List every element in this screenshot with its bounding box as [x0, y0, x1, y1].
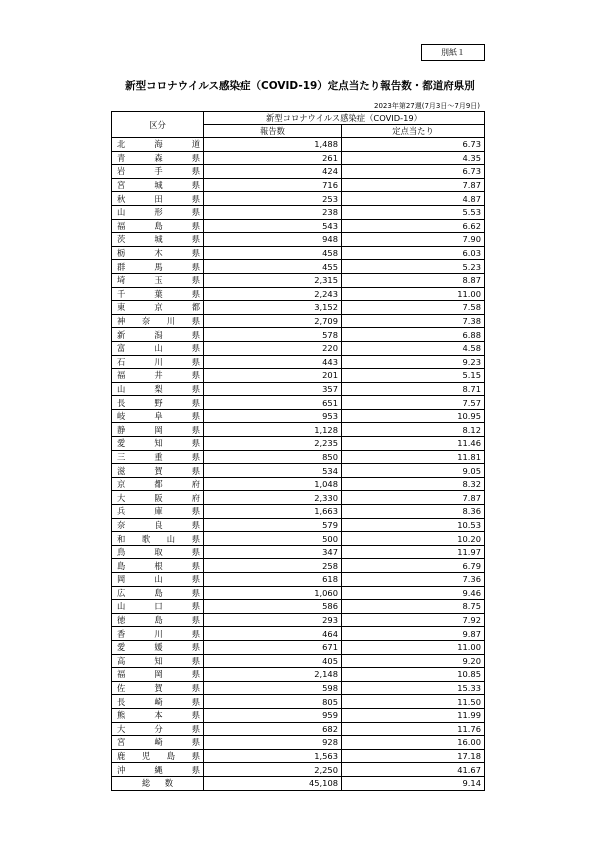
report-count-cell: 1,663 — [204, 505, 342, 519]
prefecture-cell: 熊本県 — [112, 708, 204, 722]
per-site-cell: 8.71 — [342, 382, 485, 396]
report-count-cell: 534 — [204, 464, 342, 478]
prefecture-cell: 秋田県 — [112, 192, 204, 206]
report-count-cell: 671 — [204, 640, 342, 654]
report-count-cell: 500 — [204, 532, 342, 546]
report-count-cell: 201 — [204, 369, 342, 383]
per-site-cell: 7.57 — [342, 396, 485, 410]
prefecture-cell: 愛媛県 — [112, 640, 204, 654]
per-site-cell: 17.18 — [342, 749, 485, 763]
per-site-cell: 9.87 — [342, 627, 485, 641]
prefecture-cell: 京都府 — [112, 477, 204, 491]
per-site-cell: 9.20 — [342, 654, 485, 668]
report-count-cell: 586 — [204, 600, 342, 614]
per-site-cell: 7.38 — [342, 314, 485, 328]
per-site-cell: 11.97 — [342, 545, 485, 559]
prefecture-cell: 新潟県 — [112, 328, 204, 342]
per-site-cell: 8.87 — [342, 273, 485, 287]
table-row — [112, 450, 485, 464]
report-count-cell: 2,250 — [204, 763, 342, 777]
report-count-cell: 928 — [204, 736, 342, 750]
table-row — [112, 328, 485, 342]
table-row — [112, 695, 485, 709]
per-site-cell: 16.00 — [342, 736, 485, 750]
total-count: 45,108 — [204, 776, 342, 790]
per-site-cell: 11.50 — [342, 695, 485, 709]
prefecture-cell: 茨城県 — [112, 233, 204, 247]
report-count-cell: 464 — [204, 627, 342, 641]
table-row — [112, 600, 485, 614]
table-row — [112, 505, 485, 519]
prefecture-cell: 鹿児島県 — [112, 749, 204, 763]
prefecture-cell: 奈良県 — [112, 518, 204, 532]
report-count-cell: 2,243 — [204, 287, 342, 301]
report-count-cell: 1,128 — [204, 423, 342, 437]
report-count-cell: 682 — [204, 722, 342, 736]
table-row — [112, 314, 485, 328]
per-site-cell: 8.75 — [342, 600, 485, 614]
table-row — [112, 491, 485, 505]
report-count-cell: 2,315 — [204, 273, 342, 287]
document-title: 新型コロナウイルス感染症（COVID-19）定点当たり報告数・都道府県別 — [125, 80, 475, 92]
per-site-cell: 9.23 — [342, 355, 485, 369]
per-site-cell: 6.88 — [342, 328, 485, 342]
per-site-cell: 6.73 — [342, 138, 485, 152]
prefecture-cell: 岡山県 — [112, 573, 204, 587]
table-row — [112, 613, 485, 627]
per-site-cell: 10.85 — [342, 668, 485, 682]
prefecture-table — [111, 111, 485, 791]
report-count-cell: 238 — [204, 205, 342, 219]
report-count-cell: 3,152 — [204, 301, 342, 315]
table-row — [112, 260, 485, 274]
table-row — [112, 165, 485, 179]
area-header: 区分 — [112, 112, 204, 138]
prefecture-cell: 北海道 — [112, 138, 204, 152]
report-count-cell: 220 — [204, 341, 342, 355]
report-count-cell: 805 — [204, 695, 342, 709]
table-row — [112, 192, 485, 206]
report-count-cell: 543 — [204, 219, 342, 233]
prefecture-cell: 徳島県 — [112, 613, 204, 627]
prefecture-cell: 兵庫県 — [112, 505, 204, 519]
per-site-cell: 6.79 — [342, 559, 485, 573]
table-row — [112, 736, 485, 750]
prefecture-cell: 福井県 — [112, 369, 204, 383]
table-row — [112, 464, 485, 478]
prefecture-cell: 福岡県 — [112, 668, 204, 682]
report-count-cell: 253 — [204, 192, 342, 206]
table-row — [112, 423, 485, 437]
prefecture-cell: 神奈川県 — [112, 314, 204, 328]
per-site-cell: 8.12 — [342, 423, 485, 437]
report-count-cell: 598 — [204, 681, 342, 695]
table-row — [112, 396, 485, 410]
prefecture-cell: 鳥取県 — [112, 545, 204, 559]
prefecture-cell: 高知県 — [112, 654, 204, 668]
table-row — [112, 532, 485, 546]
report-count-cell: 443 — [204, 355, 342, 369]
report-count-cell: 357 — [204, 382, 342, 396]
report-count-cell: 578 — [204, 328, 342, 342]
report-count-cell: 2,148 — [204, 668, 342, 682]
prefecture-cell: 大阪府 — [112, 491, 204, 505]
report-count-cell: 1,048 — [204, 477, 342, 491]
count-header: 報告数 — [204, 125, 342, 138]
prefecture-cell: 富山県 — [112, 341, 204, 355]
table-row — [112, 437, 485, 451]
table-row — [112, 722, 485, 736]
report-count-cell: 2,330 — [204, 491, 342, 505]
per-site-cell: 9.46 — [342, 586, 485, 600]
per-site-cell: 41.67 — [342, 763, 485, 777]
prefecture-cell: 香川県 — [112, 627, 204, 641]
per-site-cell: 7.58 — [342, 301, 485, 315]
prefecture-cell: 長野県 — [112, 396, 204, 410]
table-row — [112, 219, 485, 233]
per-site-cell: 5.15 — [342, 369, 485, 383]
table-row — [112, 178, 485, 192]
per-site-cell: 5.53 — [342, 205, 485, 219]
per-site-cell: 11.00 — [342, 287, 485, 301]
per-site-cell: 10.53 — [342, 518, 485, 532]
prefecture-cell: 静岡県 — [112, 423, 204, 437]
table-row — [112, 708, 485, 722]
prefecture-cell: 岐阜県 — [112, 409, 204, 423]
report-count-cell: 716 — [204, 178, 342, 192]
prefecture-cell: 大分県 — [112, 722, 204, 736]
prefecture-cell: 山口県 — [112, 600, 204, 614]
per-site-cell: 8.32 — [342, 477, 485, 491]
per-site-cell: 4.87 — [342, 192, 485, 206]
table-row — [112, 559, 485, 573]
table-row — [112, 518, 485, 532]
total-row — [112, 776, 485, 790]
report-count-cell: 261 — [204, 151, 342, 165]
per-site-cell: 9.05 — [342, 464, 485, 478]
report-count-cell: 347 — [204, 545, 342, 559]
prefecture-cell: 滋賀県 — [112, 464, 204, 478]
per-site-cell: 11.00 — [342, 640, 485, 654]
report-count-cell: 618 — [204, 573, 342, 587]
prefecture-cell: 宮崎県 — [112, 736, 204, 750]
reporting-period: 2023年第27週(7月3日～7月9日) — [374, 102, 480, 110]
per-site-cell: 7.90 — [342, 233, 485, 247]
prefecture-cell: 和歌山県 — [112, 532, 204, 546]
table-row — [112, 151, 485, 165]
per-site-header: 定点当たり — [342, 125, 485, 138]
prefecture-cell: 広島県 — [112, 586, 204, 600]
report-count-cell: 579 — [204, 518, 342, 532]
per-site-cell: 6.62 — [342, 219, 485, 233]
table-row — [112, 545, 485, 559]
disease-header: 新型コロナウイルス感染症（COVID-19） — [204, 112, 485, 125]
report-count-cell: 405 — [204, 654, 342, 668]
table-row — [112, 409, 485, 423]
report-count-cell: 458 — [204, 246, 342, 260]
prefecture-cell: 沖縄県 — [112, 763, 204, 777]
report-count-cell: 850 — [204, 450, 342, 464]
report-count-cell: 455 — [204, 260, 342, 274]
per-site-cell: 6.03 — [342, 246, 485, 260]
per-site-cell: 7.87 — [342, 178, 485, 192]
table-row — [112, 233, 485, 247]
prefecture-cell: 山形県 — [112, 205, 204, 219]
report-count-cell: 293 — [204, 613, 342, 627]
per-site-cell: 8.36 — [342, 505, 485, 519]
table-row — [112, 681, 485, 695]
per-site-cell: 11.81 — [342, 450, 485, 464]
per-site-cell: 11.46 — [342, 437, 485, 451]
table-row — [112, 668, 485, 682]
per-site-cell: 10.20 — [342, 532, 485, 546]
per-site-cell: 4.58 — [342, 341, 485, 355]
table-row — [112, 477, 485, 491]
table-row — [112, 205, 485, 219]
prefecture-cell: 千葉県 — [112, 287, 204, 301]
prefecture-cell: 埼玉県 — [112, 273, 204, 287]
table-row — [112, 287, 485, 301]
prefecture-cell: 長崎県 — [112, 695, 204, 709]
prefecture-cell: 山梨県 — [112, 382, 204, 396]
per-site-cell: 7.87 — [342, 491, 485, 505]
total-label: 総数 — [112, 776, 204, 790]
table-row — [112, 246, 485, 260]
table-row — [112, 301, 485, 315]
prefecture-cell: 佐賀県 — [112, 681, 204, 695]
table-row — [112, 573, 485, 587]
table-row — [112, 369, 485, 383]
table-row — [112, 586, 485, 600]
prefecture-cell: 東京都 — [112, 301, 204, 315]
per-site-cell: 5.23 — [342, 260, 485, 274]
per-site-cell: 11.76 — [342, 722, 485, 736]
report-count-cell: 1,488 — [204, 138, 342, 152]
report-count-cell: 948 — [204, 233, 342, 247]
prefecture-cell: 石川県 — [112, 355, 204, 369]
report-count-cell: 1,060 — [204, 586, 342, 600]
table-row — [112, 382, 485, 396]
prefecture-cell: 福島県 — [112, 219, 204, 233]
report-count-cell: 953 — [204, 409, 342, 423]
report-count-cell: 2,709 — [204, 314, 342, 328]
table-row — [112, 273, 485, 287]
per-site-cell: 6.73 — [342, 165, 485, 179]
total-per-site: 9.14 — [342, 776, 485, 790]
table-row — [112, 341, 485, 355]
report-count-cell: 1,563 — [204, 749, 342, 763]
table-row — [112, 749, 485, 763]
per-site-cell: 7.92 — [342, 613, 485, 627]
annex-label: 別紙１ — [421, 44, 485, 61]
prefecture-cell: 岩手県 — [112, 165, 204, 179]
report-count-cell: 2,235 — [204, 437, 342, 451]
table-row — [112, 654, 485, 668]
per-site-cell: 4.35 — [342, 151, 485, 165]
per-site-cell: 10.95 — [342, 409, 485, 423]
prefecture-cell: 青森県 — [112, 151, 204, 165]
table-row — [112, 138, 485, 152]
prefecture-cell: 愛知県 — [112, 437, 204, 451]
table-row — [112, 640, 485, 654]
report-count-cell: 258 — [204, 559, 342, 573]
report-count-cell: 651 — [204, 396, 342, 410]
per-site-cell: 15.33 — [342, 681, 485, 695]
per-site-cell: 7.36 — [342, 573, 485, 587]
table-row — [112, 763, 485, 777]
table-row — [112, 355, 485, 369]
per-site-cell: 11.99 — [342, 708, 485, 722]
report-count-cell: 959 — [204, 708, 342, 722]
prefecture-cell: 宮城県 — [112, 178, 204, 192]
prefecture-cell: 三重県 — [112, 450, 204, 464]
prefecture-cell: 島根県 — [112, 559, 204, 573]
table-body — [112, 138, 485, 777]
report-count-cell: 424 — [204, 165, 342, 179]
prefecture-cell: 栃木県 — [112, 246, 204, 260]
table-row — [112, 627, 485, 641]
prefecture-cell: 群馬県 — [112, 260, 204, 274]
